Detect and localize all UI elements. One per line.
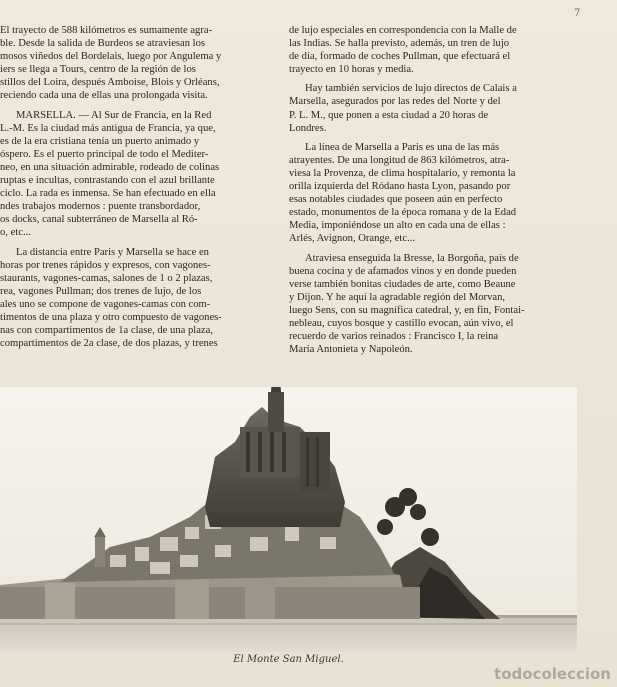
watermark-logo: todocoleccion xyxy=(494,665,611,683)
paragraph-marsella-paris-line: La línea de Marsella a Paris es una de las más atrayentes. De una longitud de 863 kilómetros, atra- viesa la Provenza, de clima hospitalario, y remonta la orilla izquierda del Ródano hasta Lyon, pasando por esas notables ciudades que poseen aún en perfecto estado, monumentos de la época romana y de la Edad Media, imponiéndose un alto en cada una de ellas : Arlés, Avignon, Orange, etc... xyxy=(289,141,517,245)
paragraph-luxury-trains: de lujo especiales en correspondencia con la Malle de las Indias. Se halla previsto, además, un tren de lujo de día, formado de coches Pullman, que efectuará el trayecto en 10 horas y media. xyxy=(289,25,517,76)
paragraph-calais-service: Hay también servicios de lujo directos de Calais a Marsella, asegurados por las redes del Norte y del P. L. M., que ponen a esta ciudad a 20 horas de Londres. xyxy=(289,83,517,134)
photo-caption: El Monte San Miguel. xyxy=(233,654,344,665)
page-number: 7 xyxy=(574,8,581,19)
paragraph-marsella: MARSELLA. — Al Sur de Francia, en la Red L.-M. Es la ciudad más antigua de Francia, ya que, es de la era cristiana tenía un puerto animado y óspero. Es el puerto principal de todo el Mediter- neo, en una situación admirable, rodeado de colinas ruptas e incultas, contrastando con el azul brillante ciclo. La rada es inmensa. Se han efectuado en ella ndes trabajos modernos : puente transbordador, os docks, canal subterráneo de Marsella al Ró- o, etc... xyxy=(0,109,220,239)
paragraph-bordeaux-route: El trayecto de 588 kilómetros es sumamente agra- ble. Desde la salida de Burdeos se atraviesan los mosos viñedos del Bordelais, luego por Angulema y iers se llega a Tours, centro de la región de los stillos del Loira, después Amboise, Blois y Orléans, reciendo cada una de ellas una prolongada visita. xyxy=(0,25,222,102)
paragraph-paris-marsella-distance: La distancia entre Paris y Marsella se hace en horas por trenes rápidos y expresos, con vagones- staurants, vagones-camas, salones de 1 o 2 plazas, rea, vagones Pullman; dos trenes de lujo, de los ales uno se compone de vagones-camas con com- timentos de una plaza y otro compuesto de vagones- nas con compartimentos de 1a clase, de una plaza, compartimentos de 2a clase, de dos plazas, y trenes xyxy=(0,246,222,350)
paragraph-bresse-borgona: Atraviesa enseguida la Bresse, la Borgoña, país de buena cocina y de afamados vinos y en donde pueden verse también bonitas ciudades de arte, como Beaune y Dijon. Y he aquí la agradable región del Morvan, luego Sens, con su magnífica catedral, y, en fin, Fontai- nebleau, cuyos bosque y castillo evocan, aún vivo, el recuerdo de varios reinados : Francisco I, la reina María Antonieta y Napoleón. xyxy=(289,252,525,356)
photo-illustration xyxy=(0,387,577,652)
left-text-column xyxy=(0,24,270,356)
mont-saint-michel-photo xyxy=(0,387,577,652)
right-text-column xyxy=(289,24,577,362)
